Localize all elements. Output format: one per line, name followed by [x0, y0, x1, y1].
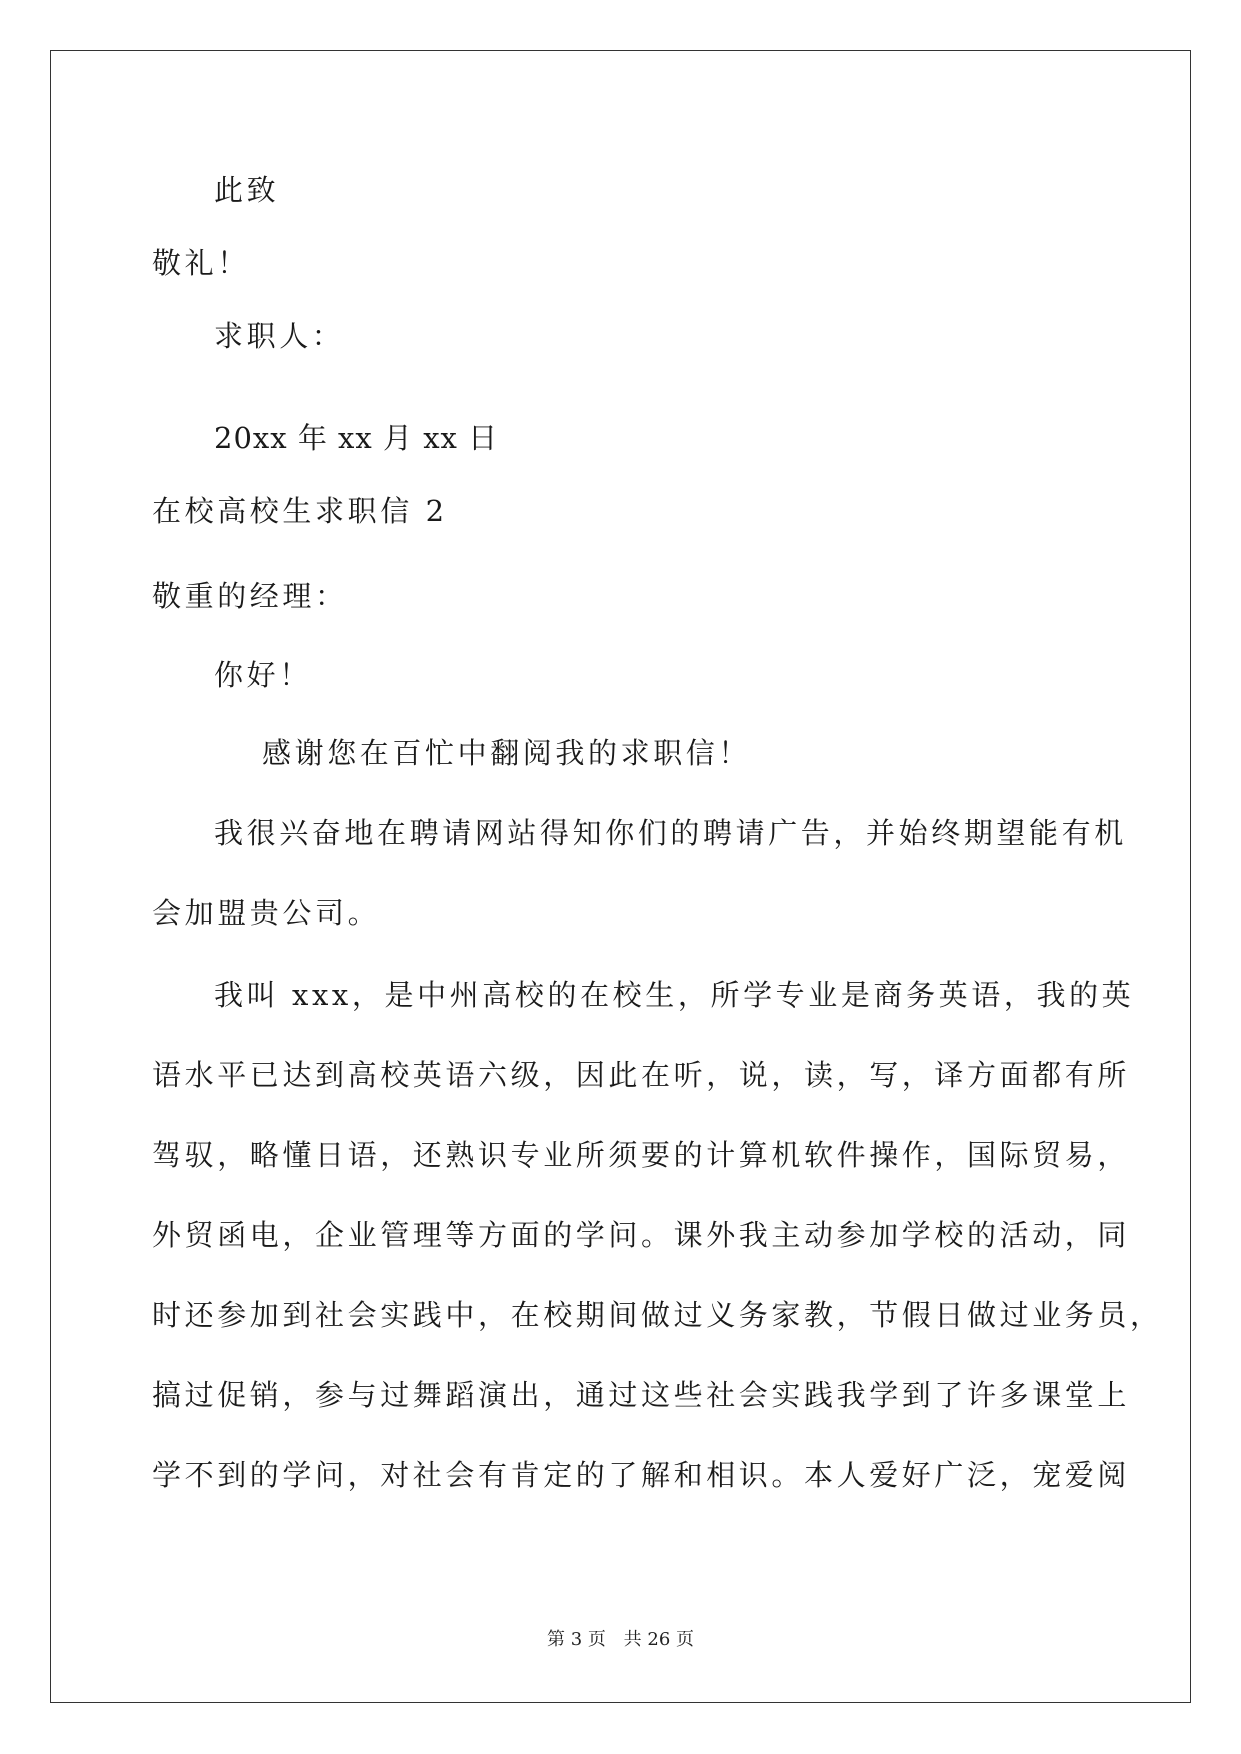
paragraph-line: 学不到的学问，对社会有肯定的了解和相识。本人爱好广泛，宠爱阅	[152, 1458, 1131, 1492]
applicant-line: 求职人：	[214, 319, 345, 353]
letter-title: 在校高校生求职信 2	[152, 494, 448, 528]
paragraph-line: 语水平已达到高校英语六级，因此在听，说，读，写，译方面都有所	[152, 1058, 1131, 1092]
greeting-hello: 你好！	[214, 658, 312, 692]
paragraph-line: 搞过促销，参与过舞蹈演出，通过这些社会实践我学到了许多课堂上	[152, 1378, 1131, 1412]
paragraph-line: 时还参加到社会实践中，在校期间做过义务家教，节假日做过业务员，	[152, 1298, 1163, 1332]
page-total: 共 26 页	[623, 1629, 694, 1650]
paragraph-line: 外贸函电，企业管理等方面的学问。课外我主动参加学校的活动，同	[152, 1218, 1131, 1252]
paragraph-line: 驾驭，略懂日语，还熟识专业所须要的计算机软件操作，国际贸易，	[152, 1138, 1131, 1172]
closing-line: 此致	[214, 173, 280, 207]
page-footer	[0, 1628, 1241, 1652]
page-number: 第 3 页	[547, 1629, 606, 1650]
paragraph-line: 会加盟贵公司。	[152, 896, 381, 930]
paragraph-line: 我叫 xxx，是中州高校的在校生，所学专业是商务英语，我的英	[214, 978, 1135, 1012]
thanks-line: 感谢您在百忙中翻阅我的求职信！	[262, 736, 752, 770]
salute-line: 敬礼！	[152, 246, 250, 280]
date-line: 20xx 年 xx 月 xx 日	[214, 421, 499, 455]
paragraph-line: 我很兴奋地在聘请网站得知你们的聘请广告，并始终期望能有机	[214, 816, 1127, 850]
greeting-recipient: 敬重的经理：	[152, 579, 348, 613]
